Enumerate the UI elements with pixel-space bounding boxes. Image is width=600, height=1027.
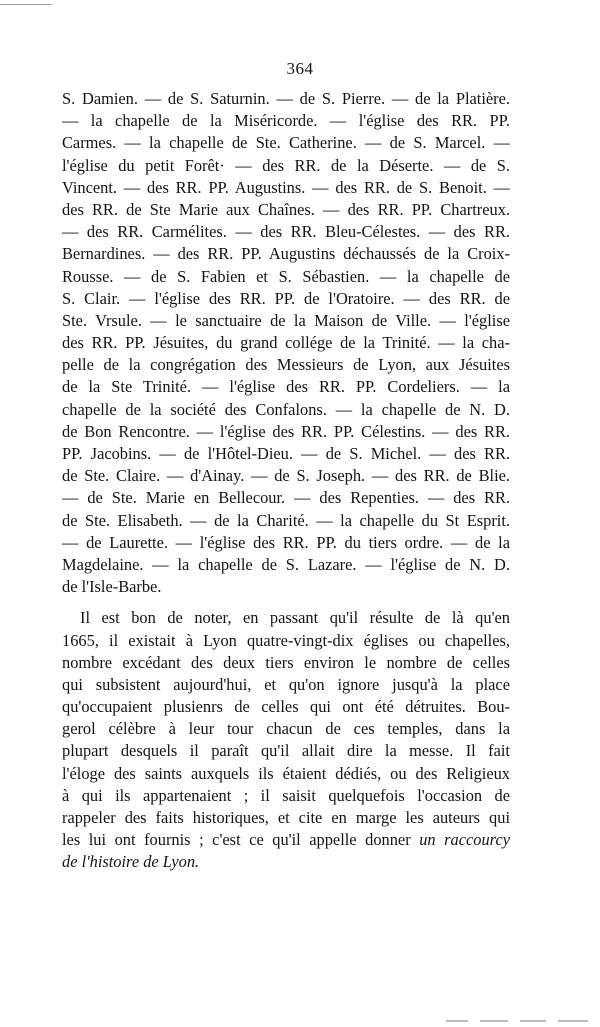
text-line: — la chapelle de la Miséricorde. — l'église des RR. PP. xyxy=(62,111,510,131)
italic-phrase: de l'histoire de Lyon. xyxy=(62,852,200,872)
text-line: des RR. PP. Jésuites, du grand collége de la Trinité. — la cha- xyxy=(62,333,510,353)
text-line: Ste. Vrsule. — le sanctuaire de la Maison de Ville. — l'église xyxy=(62,310,510,330)
text-line: — de Laurette. — l'église des RR. PP. du tiers ordre. — de la xyxy=(62,532,510,552)
text-line: de la Ste Trinité. — l'église des RR. PP. Cordeliers. — la xyxy=(62,377,510,397)
text-line: rappeler des faits historiques, et cite en marge les auteurs qui xyxy=(62,808,510,827)
text-line: — de Ste. Marie en Bellecour. — des Repenties. — des RR. xyxy=(62,488,510,508)
text-line: chapelle de la société des Confalons. — la chapelle de N. D. xyxy=(62,399,510,419)
text-line: PP. Jacobins. — de l'Hôtel-Dieu. — de S. Michel. — des RR. xyxy=(62,444,510,463)
text-line: gerol célèbre à leur tour chacun de ces temples, dans la xyxy=(62,719,510,739)
text-line: des RR. de Ste Marie aux Chaînes. — des RR. PP. Chartreux. xyxy=(62,199,510,219)
text-line: S. Damien. — de S. Saturnin. — de S. Pierre. — de la Platière. xyxy=(62,89,510,108)
text-line: de Ste. Claire. — d'Ainay. — de S. Joseph. — des RR. de Blie. xyxy=(62,466,510,486)
text-line: Il est bon de noter, en passant qu'il résulte de là qu'en xyxy=(80,608,510,628)
text-line: qui subsistent aujourd'hui, et qu'on ignore jusqu'à la place xyxy=(62,674,510,694)
text-line: Rousse. — de S. Fabien et S. Sébastien. — la chapelle de xyxy=(62,266,510,286)
text-line-with-italic xyxy=(62,829,510,851)
page-body xyxy=(62,88,510,874)
text-line: pelle de la congrégation des Messieurs de Lyon, aux Jésuites xyxy=(62,355,510,375)
text-line: qu'occupaient plusienrs de celles qui ont été détruites. Bou- xyxy=(62,697,510,717)
paragraph-church-list xyxy=(62,88,510,598)
bottom-bleed-marks xyxy=(446,1020,596,1023)
text-line: l'église du petit Forêt· — des RR. de la Déserte. — de S. xyxy=(62,155,510,175)
text-line: 1665, il existait à Lyon quatre-vingt-dix églises ou chapelles, xyxy=(62,630,510,650)
text-line: Carmes. — la chapelle de Ste. Catherine. — de S. Marcel. — xyxy=(62,133,510,153)
text-segment: les lui ont fournis ; c'est ce qu'il appelle donner xyxy=(62,830,411,850)
text-line: plupart desquels il paraît qu'il allait dire la messe. Il fait xyxy=(62,741,510,761)
text-line: S. Clair. — l'église des RR. PP. de l'Oratoire. — des RR. de xyxy=(62,288,510,308)
page-number: 364 xyxy=(286,59,314,78)
text-line: l'éloge des saints auxquels ils étaient dédiés, ou des Religieux xyxy=(62,763,510,783)
text-line: de Ste. Elisabeth. — de la Charité. — la chapelle du St Esprit. xyxy=(62,510,510,530)
paragraph-gap xyxy=(62,598,510,607)
text-line: à qui ils appartenaient ; il saisit quelquefois l'occasion de xyxy=(62,785,510,805)
text-line: de l'Isle-Barbe. xyxy=(62,577,162,597)
text-line: Bernardines. — des RR. PP. Augustins déchaussés de la Croix- xyxy=(62,244,510,264)
text-line: de Bon Rencontre. — l'église des RR. PP. Célestins. — des RR. xyxy=(62,421,510,441)
italic-phrase: un raccourcy xyxy=(419,830,510,850)
text-line: Magdelaine. — la chapelle de S. Lazare. — l'église de N. D. xyxy=(62,554,510,574)
text-line-italic xyxy=(62,851,510,873)
paragraph-commentary xyxy=(62,607,510,873)
top-rule xyxy=(0,4,52,5)
text-line: Vincent. — des RR. PP. Augustins. — des RR. de S. Benoit. — xyxy=(62,177,510,197)
text-line: — des RR. Carmélites. — des RR. Bleu-Célestes. — des RR. xyxy=(62,222,510,242)
text-line: nombre excédant des deux tiers environ le nombre de celles xyxy=(62,652,510,672)
